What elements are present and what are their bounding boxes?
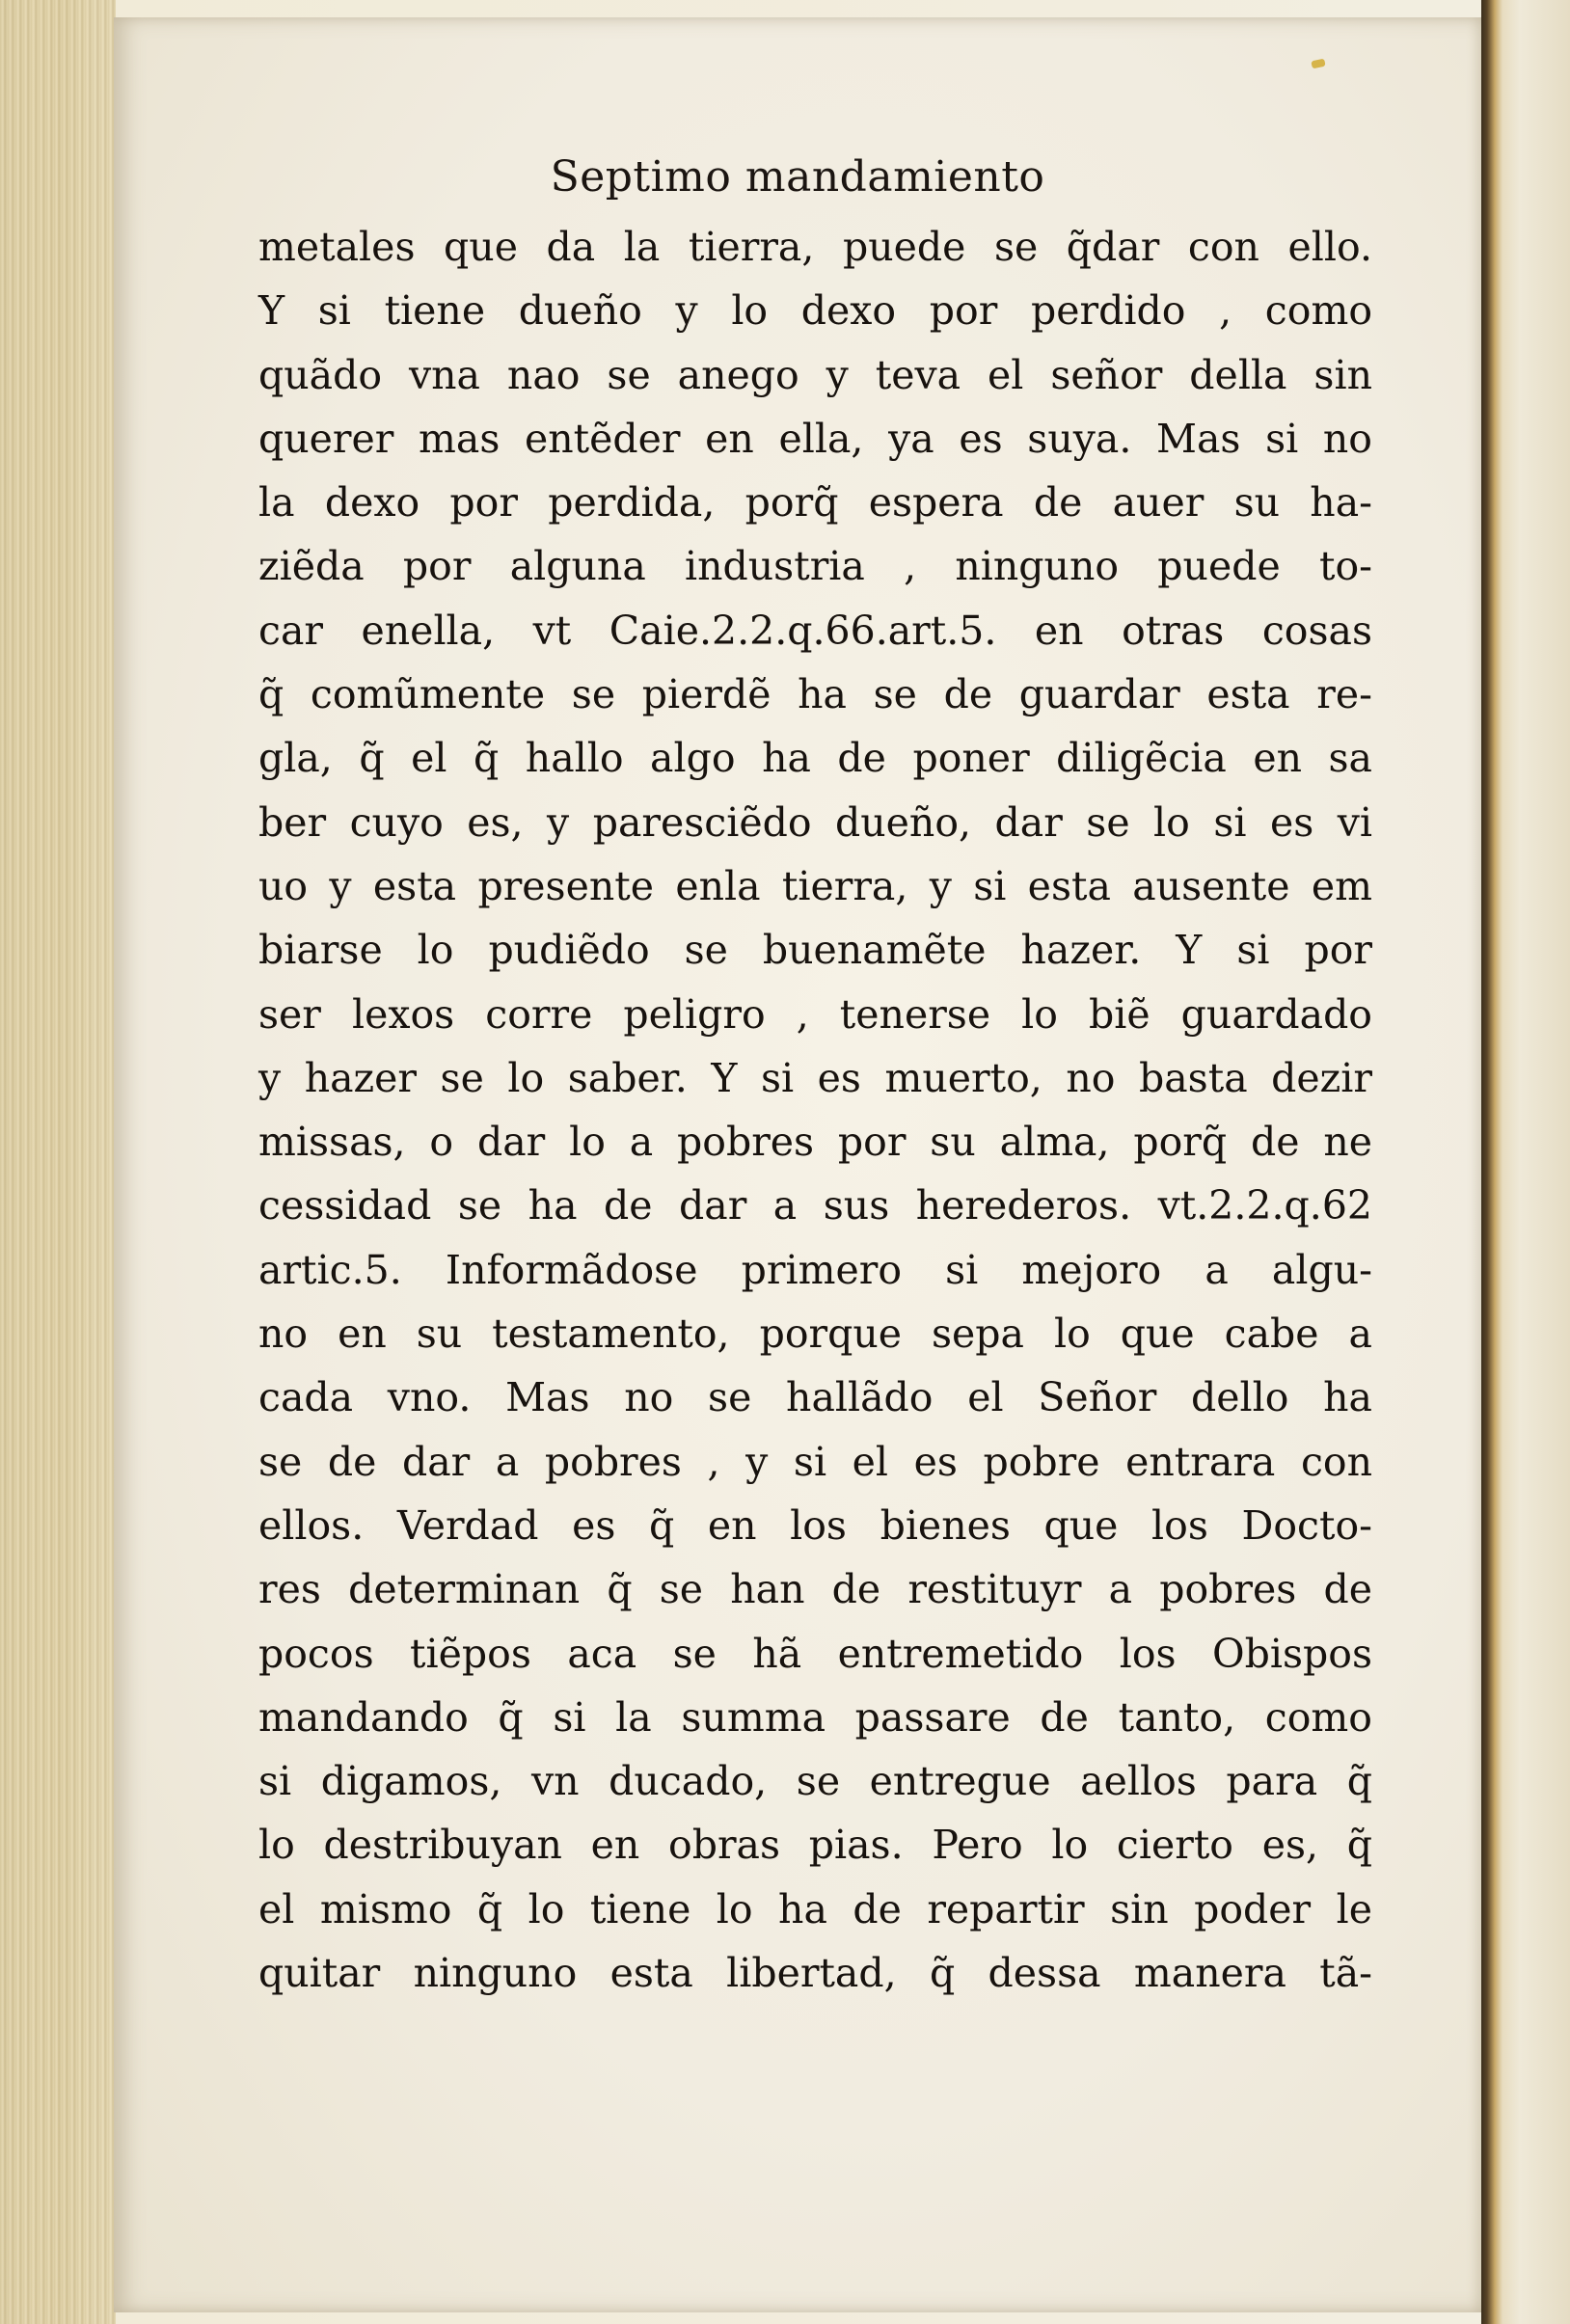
text-line: la dexo por perdida, porq̃ espera de auer su ha- [258,479,1372,527]
text-line: metales que da la tierra, puede se q̃dar con ello. [258,224,1372,270]
text-line: res determinan q̃ se han de restituyr a pobres de [258,1566,1372,1613]
text-line: ellos. Verdad es q̃ en los bienes que los Docto- [258,1501,1372,1549]
text-line: si digamos, vn ducado, se entregue aellos para q̃ [258,1758,1372,1805]
text-line: lo destribuyan en obras pias. Pero lo cierto es, q̃ [258,1822,1372,1869]
text-line: car enella, vt Caie.2.2.q.66.art.5. en otras cosas [258,607,1372,654]
text-line: y hazer se lo saber. Y si es muerto, no basta dezir [258,1054,1372,1101]
text-line: Y si tiene dueño y lo dexo por perdido , como [258,287,1372,335]
text-line: artic.5. Informãdose primero si mejoro a algu- [258,1246,1372,1293]
text-line: pocos tiẽpos aca se hã entremetido los Obispos [258,1630,1372,1677]
text-line: no en su testamento, porque sepa lo que cabe a [258,1311,1372,1358]
book-page [114,17,1481,2312]
text-line: mandando q̃ si la summa passare de tanto, como [258,1693,1372,1741]
text-line: quãdo vna nao se anego y teva el señor della sin [258,351,1372,398]
text-line: querer mas entẽder en ella, ya es suya. Mas si no [258,415,1372,462]
text-line: ber cuyo es, y paresciẽdo dueño, dar se lo si es vi [258,798,1372,846]
text-line: q̃ comũmente se pierdẽ ha se de guardar esta re- [258,671,1372,718]
text-line: cada vno. Mas no se hallãdo el Señor dello ha [258,1374,1372,1421]
text-line: biarse lo pudiẽdo se buenamẽte hazer. Y si por [258,927,1372,974]
left-page-edges [0,0,116,2324]
running-head: Septimo mandamiento [550,152,1045,202]
text-line: uo y esta presente enla tierra, y si esta ausente em [258,862,1372,909]
text-line: gla, q̃ el q̃ hallo algo ha de poner diligẽcia en sa [258,735,1372,782]
text-line: quitar ninguno esta libertad, q̃ dessa manera tã- [258,1950,1372,1997]
text-line: missas, o dar lo a pobres por su alma, porq̃ de ne [258,1119,1372,1166]
text-line: ziẽda por alguna industria , ninguno puede to- [258,543,1372,590]
right-page-edge [1481,0,1570,2324]
text-line: el mismo q̃ lo tiene lo ha de repartir sin poder le [258,1885,1372,1932]
text-line: cessidad se ha de dar a sus herederos. vt.2.2.q.62 [258,1182,1372,1230]
text-line: se de dar a pobres , y si el es pobre entrara con [258,1438,1372,1485]
text-line: ser lexos corre peligro , tenerse lo biẽ guardado [258,990,1372,1038]
body-text [258,215,1372,2005]
